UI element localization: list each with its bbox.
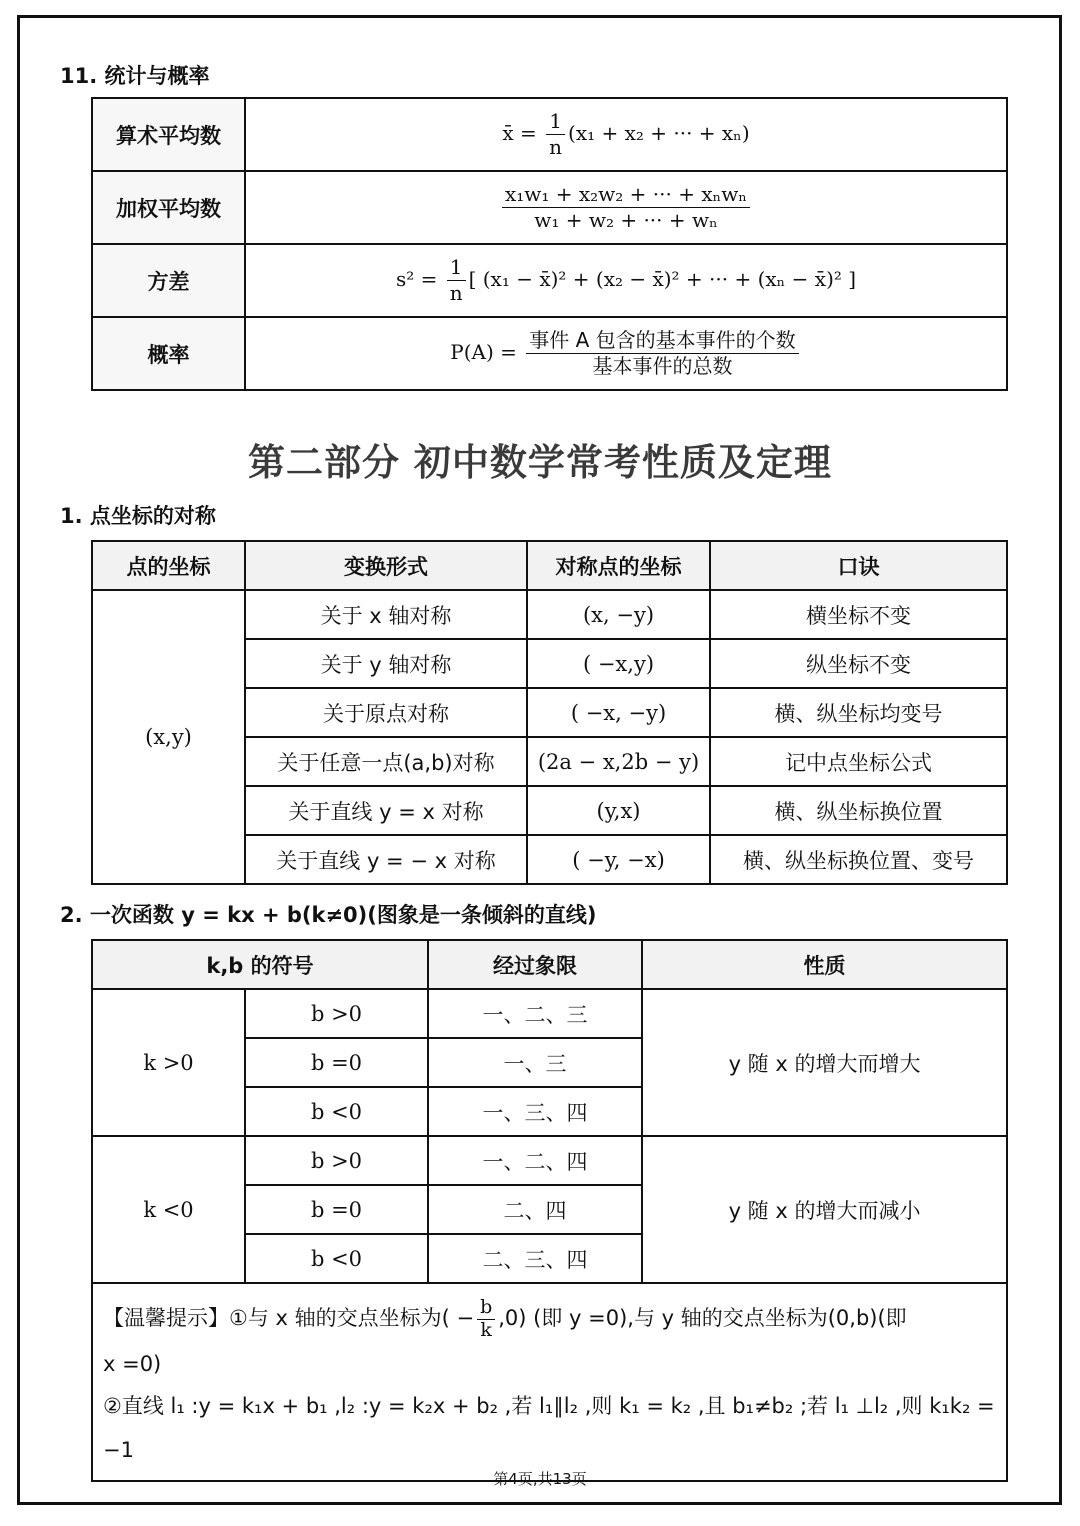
mnemonic-cell: 纵坐标不变 [710,639,1007,688]
col-header: 对称点的坐标 [527,541,710,590]
k-sign-cell: k >0 [92,989,245,1136]
result-cell: (y,x) [527,786,710,835]
col-header: k,b 的符号 [92,940,428,989]
property-cell: y 随 x 的增大而减小 [642,1136,1007,1283]
quadrant-cell: 一、二、四 [428,1136,642,1185]
tip-row [92,1283,1007,1481]
col-header: 口诀 [710,541,1007,590]
transform-cell: 关于直线 y = − x 对称 [245,835,527,884]
mnemonic-cell: 横、纵坐标换位置、变号 [710,835,1007,884]
result-cell: (x, −y) [527,590,710,639]
mnemonic-cell: 横、纵坐标均变号 [710,688,1007,737]
transform-cell: 关于原点对称 [245,688,527,737]
part-title: 第二部分 初中数学常考性质及定理 [248,441,832,484]
fraction-num: 1 [447,256,466,281]
transform-cell: 关于 x 轴对称 [245,590,527,639]
table-row [92,989,1007,1038]
formula-weighted-mean [245,171,1007,244]
col-header: 经过象限 [428,940,642,989]
b-sign-cell: b =0 [245,1038,428,1087]
k-sign-cell: k <0 [92,1136,245,1283]
b-sign-cell: b >0 [245,1136,428,1185]
symmetry-table [91,540,1008,885]
page-footer: 第4页,共13页 [493,1470,587,1488]
quadrant-cell: 二、三、四 [428,1234,642,1283]
fraction [546,110,565,159]
b-sign-cell: b =0 [245,1185,428,1234]
fraction [447,256,466,305]
row-label: 方差 [92,244,245,317]
result-cell: ( −x, −y) [527,688,710,737]
tip-text: 【温馨提示】①与 x 轴的交点坐标为( − [103,1306,475,1330]
fraction-den: n [449,281,463,305]
mnemonic-cell: 横、纵坐标换位置 [710,786,1007,835]
table-row [92,317,1007,390]
row-label: 加权平均数 [92,171,245,244]
formula-lhs: x̄ = [502,121,537,145]
quadrant-cell: 一、三、四 [428,1087,642,1136]
col-header: 性质 [642,940,1007,989]
table-row [92,590,1007,639]
table-row [92,244,1007,317]
tip-line-1-cont: x =0) [103,1352,162,1376]
b-sign-cell: b <0 [245,1234,428,1283]
header-row [92,541,1007,590]
fraction-num: 1 [546,110,565,135]
section-11-heading: 11. 统计与概率 [60,64,210,88]
tip-text: ,0) (即 y =0),与 y 轴的交点坐标为(0,b)(即 [498,1306,907,1330]
result-cell: ( −y, −x) [527,835,710,884]
fraction-den: w₁ + w₂ + ··· + wₙ [534,208,718,232]
table-row [92,98,1007,171]
formula-variance [245,244,1007,317]
fraction-den: k [480,1318,492,1341]
formula-rhs: (x₁ + x₂ + ··· + xₙ) [568,121,750,145]
formula-lhs: P(A) = [450,340,517,364]
fraction-den: n [549,135,563,159]
quadrant-cell: 二、四 [428,1185,642,1234]
mnemonic-cell: 横坐标不变 [710,590,1007,639]
result-cell: (2a − x,2b − y) [527,737,710,786]
fraction [477,1295,495,1341]
property-cell: y 随 x 的增大而增大 [642,989,1007,1136]
tip-cell [92,1283,1007,1481]
fraction-num: x₁w₁ + x₂w₂ + ··· + xₙwₙ [502,183,750,208]
formula-rhs: [ (x₁ − x̄)² + (x₂ − x̄)² + ··· + (xₙ − x̄)² ] [468,267,857,291]
table-row [92,171,1007,244]
linear-function-heading: 2. 一次函数 y = kx + b(k≠0)(图象是一条倾斜的直线) [60,903,597,927]
fraction [502,183,750,232]
tip-line-1 [103,1292,996,1344]
transform-cell: 关于 y 轴对称 [245,639,527,688]
formula-probability [245,317,1007,390]
fraction-num: 事件 A 包含的基本事件的个数 [526,329,798,354]
mnemonic-cell: 记中点坐标公式 [710,737,1007,786]
fraction [526,329,798,378]
linear-function-table [91,939,1008,1482]
fraction-num: b [477,1298,495,1320]
formula-lhs: s² = [395,267,438,291]
col-header: 变换形式 [245,541,527,590]
formula-mean [245,98,1007,171]
b-sign-cell: b <0 [245,1087,428,1136]
row-label: 算术平均数 [92,98,245,171]
transform-cell: 关于任意一点(a,b)对称 [245,737,527,786]
fraction-den: 基本事件的总数 [592,354,733,378]
table-row [92,1136,1007,1185]
row-label: 概率 [92,317,245,390]
point-cell: (x,y) [92,590,245,884]
quadrant-cell: 一、三 [428,1038,642,1087]
col-header: 点的坐标 [92,541,245,590]
quadrant-cell: 一、二、三 [428,989,642,1038]
result-cell: ( −x,y) [527,639,710,688]
stats-table [91,97,1008,391]
transform-cell: 关于直线 y = x 对称 [245,786,527,835]
header-row [92,940,1007,989]
tip-line-2: ②直线 l₁ :y = k₁x + b₁ ,l₂ :y = k₂x + b₂ ,若 l₁∥l₂ ,则 k₁ = k₂ ,且 b₁≠b₂ ;若 l₁ ⊥l₂ ,则 k₁k₂ = −1 [103,1394,995,1462]
symmetry-heading: 1. 点坐标的对称 [60,504,216,528]
b-sign-cell: b >0 [245,989,428,1038]
